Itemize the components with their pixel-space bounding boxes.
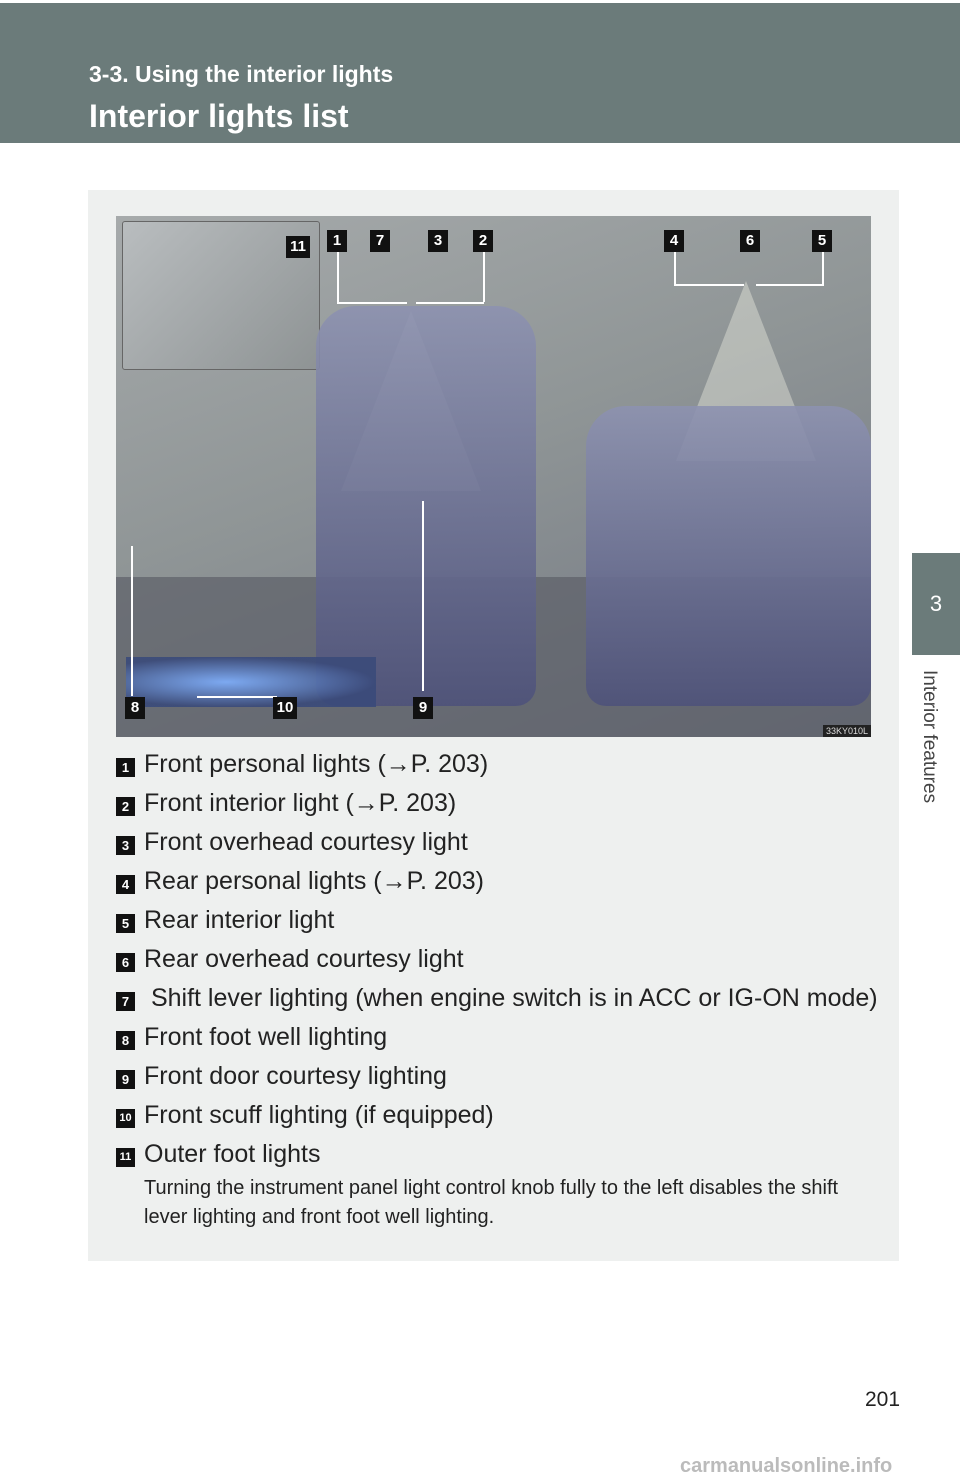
list-item: 4 Rear personal lights (→P. 203) bbox=[116, 862, 878, 901]
list-item: 2 Front interior light (→P. 203) bbox=[116, 784, 878, 823]
watermark: carmanualsonline.info bbox=[680, 1455, 893, 1477]
chapter-label: Interior features bbox=[919, 670, 940, 804]
rear-seat bbox=[586, 406, 871, 706]
list-item: 11 Outer foot lights bbox=[116, 1135, 878, 1174]
list-item: 6 Rear overhead courtesy light bbox=[116, 940, 878, 979]
list-item: 9 Front door courtesy lighting bbox=[116, 1057, 878, 1096]
callout-10: 10 bbox=[273, 697, 297, 719]
front-seat bbox=[316, 306, 536, 706]
list-item: 5 Rear interior light bbox=[116, 901, 878, 940]
callout-1: 1 bbox=[327, 230, 347, 252]
callout-3: 3 bbox=[428, 230, 448, 252]
callout-6: 6 bbox=[740, 230, 760, 252]
callout-7: 7 bbox=[370, 230, 390, 252]
list-item: 10 Front scuff lighting (if equipped) bbox=[116, 1096, 878, 1135]
callout-8: 8 bbox=[125, 697, 145, 719]
callout-11: 11 bbox=[286, 236, 310, 258]
note-text: Turning the instrument panel light control knob fully to the left disables the shift lever lighting and front foot well lighting. bbox=[144, 1177, 839, 1228]
callout-9: 9 bbox=[413, 697, 433, 719]
callout-4: 4 bbox=[664, 230, 684, 252]
section-heading: 3-3. Using the interior lights bbox=[89, 61, 394, 87]
list-item: 3 Front overhead courtesy light bbox=[116, 823, 878, 862]
list-item: 8 Front foot well lighting bbox=[116, 1018, 878, 1057]
interior-illustration bbox=[116, 216, 871, 737]
page-title: Interior lights list bbox=[89, 98, 349, 134]
list-item: 1 Front personal lights (→P. 203) bbox=[116, 745, 878, 784]
page-number: 201 bbox=[865, 1388, 901, 1411]
callout-5: 5 bbox=[812, 230, 832, 252]
figure-code: 33KY010L bbox=[823, 725, 871, 737]
list-item: 7 Shift lever lighting (when engine switch is in ACC or IG-ON mode) bbox=[116, 979, 878, 1018]
callout-2: 2 bbox=[473, 230, 493, 252]
chapter-tab[interactable]: 3 bbox=[912, 553, 960, 655]
page-header bbox=[0, 0, 960, 143]
lights-list bbox=[116, 745, 878, 1174]
scuff-plate bbox=[126, 657, 376, 707]
